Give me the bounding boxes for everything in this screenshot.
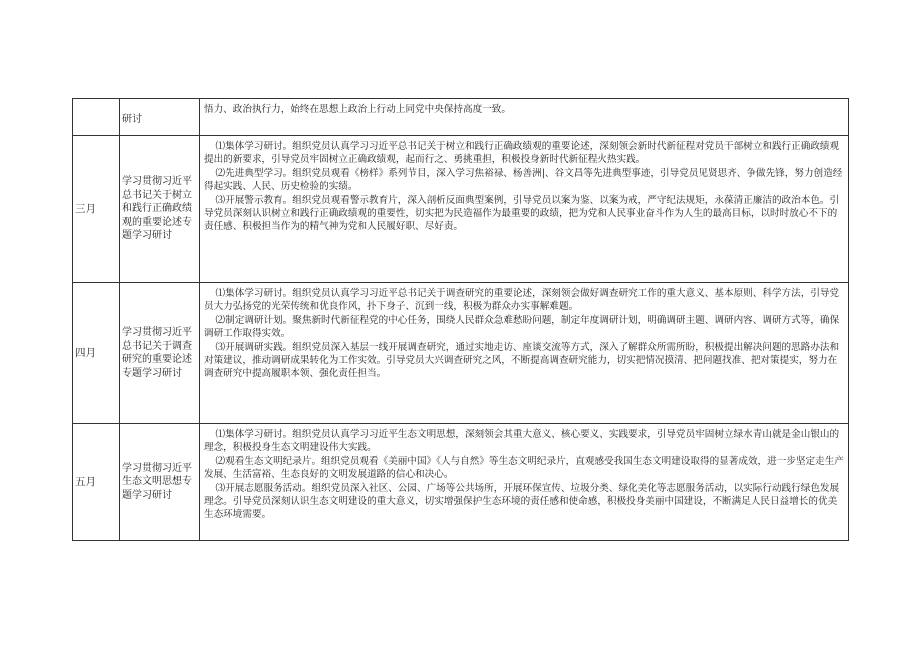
content-paragraph: ⑵制定调研计划。聚焦新时代新征程党的中心任务，围绕人民群众急难愁盼问题，制定年度调研计划，明确调研主题、调研内容、调研方式等，确保调研工作取得实效。 bbox=[204, 314, 840, 340]
study-plan-table bbox=[72, 98, 849, 541]
content-paragraph: ⑵观看生态文明纪录片。组织党员观看《美丽中国》《人与自然》等生态文明纪录片，直观感受我国生态文明建设取得的显著成效，进一步坚定走生产发展、生活富裕、生态良好的文明发展道路的信心和决心。 bbox=[204, 455, 844, 481]
month-cell bbox=[73, 136, 120, 283]
content-cell bbox=[200, 99, 849, 136]
topic-label: 学习贯彻习近平总书记关于调查研究的重要论述专题学习研讨 bbox=[122, 327, 192, 379]
content-paragraph: ⑶开展警示教育。组织党员观看警示教育片，深入剖析反面典型案例，引导党员以案为鉴、以案为戒，严守纪法规矩，永葆清正廉洁的政治本色。引导党员深刻认识树立和践行正确政绩观的重要性，切实把为民造福作为最重要的政绩，把为党和人民事业奋斗作为人生的最高目标，以时时放心不下的责任感、积极担当作为的精气神为党和人民履好职、尽好责。 bbox=[204, 194, 840, 233]
month-cell bbox=[73, 424, 120, 541]
table-row bbox=[73, 99, 849, 136]
content-paragraph: ⑴集体学习研讨。组织党员认真学习习近平生态文明思想，深刻领会其重大意义、核心要义、实践要求，引导党员牢固树立绿水青山就是金山银山的理念，积极投身生态文明建设伟大实践。 bbox=[204, 429, 840, 454]
topic-label: 研讨 bbox=[122, 113, 142, 125]
content-paragraph: 悟力、政治执行力，始终在思想上政治上行动上同党中央保持高度一致。 bbox=[204, 104, 511, 115]
content-paragraph: ⑴集体学习研讨。组织党员认真学习习近平总书记关于树立和践行正确政绩观的重要论述，深刻领会新时代新征程对党员干部树立和践行正确政绩观提出的新要求，引导党员牢固树立正确政绩观，起而行之、勇挑重担，积极投身新时代新征程火热实践。 bbox=[204, 141, 840, 166]
month-cell bbox=[73, 283, 120, 424]
topic-cell bbox=[120, 136, 200, 283]
table-row bbox=[73, 136, 849, 283]
table-row bbox=[73, 283, 849, 424]
content-cell bbox=[200, 136, 849, 283]
table-row bbox=[73, 424, 849, 541]
content-text bbox=[200, 283, 848, 383]
content-text bbox=[200, 136, 848, 236]
month-label: 四月 bbox=[75, 347, 96, 359]
content-paragraph: ⑶开展志愿服务活动。组织党员深入社区、公园、广场等公共场所，开展环保宣传、垃圾分类、绿化美化等志愿服务活动，以实际行动践行绿色发展理念。引导党员深刻认识生态文明建设的重大意义，切实增强保护生态环境的责任感和使命感，积极投身美丽中国建设，不断满足人民日益增长的优美生态环境需要。 bbox=[204, 482, 840, 521]
content-paragraph: ⑵先进典型学习。组织党员观看《榜样》系列节目，深入学习焦裕禄、杨善洲|、谷文昌等先进典型事迹，引导党员见贤思齐、争做先锋，努力创造经得起实践、人民、历史检验的实绩。 bbox=[204, 167, 843, 193]
month-label: 三月 bbox=[75, 203, 96, 215]
topic-cell bbox=[120, 283, 200, 424]
content-paragraph: ⑴集体学习研讨。组织党员认真学习习近平总书记关于调查研究的重要论述，深刻领会做好调查研究工作的重大意义、基本原则、科学方法，引导党员大力弘扬党的光荣传统和优良作风，扑下身子、沉到一线，积极为群众办实事解难题。 bbox=[204, 288, 840, 313]
content-cell bbox=[200, 424, 849, 541]
month-label: 五月 bbox=[75, 476, 96, 488]
topic-cell bbox=[120, 424, 200, 541]
topic-cell bbox=[120, 99, 200, 136]
content-paragraph: ⑶开展调研实践。组织党员深入基层一线开展调查研究，通过实地走访、座谈交流等方式，深入了解群众所需所盼，积极提出解决问题的思路办法和对策建议，推动调研成果转化为工作实效。引导党员大兴调查研究之风，不断提高调查研究能力，切实把情况摸清、把问题找准、把对策提实，努力在调查研究中提高履职本领、强化责任担当。 bbox=[204, 341, 840, 380]
content-text bbox=[200, 99, 848, 118]
content-text bbox=[200, 424, 848, 524]
topic-label: 学习贯彻习近平总书记关于树立和践行正确政绩观的重要论述专题学习研讨 bbox=[122, 176, 192, 242]
content-cell bbox=[200, 283, 849, 424]
month-cell bbox=[73, 99, 120, 136]
topic-label: 学习贯彻习近平生态文明思想专题学习研讨 bbox=[122, 462, 192, 501]
